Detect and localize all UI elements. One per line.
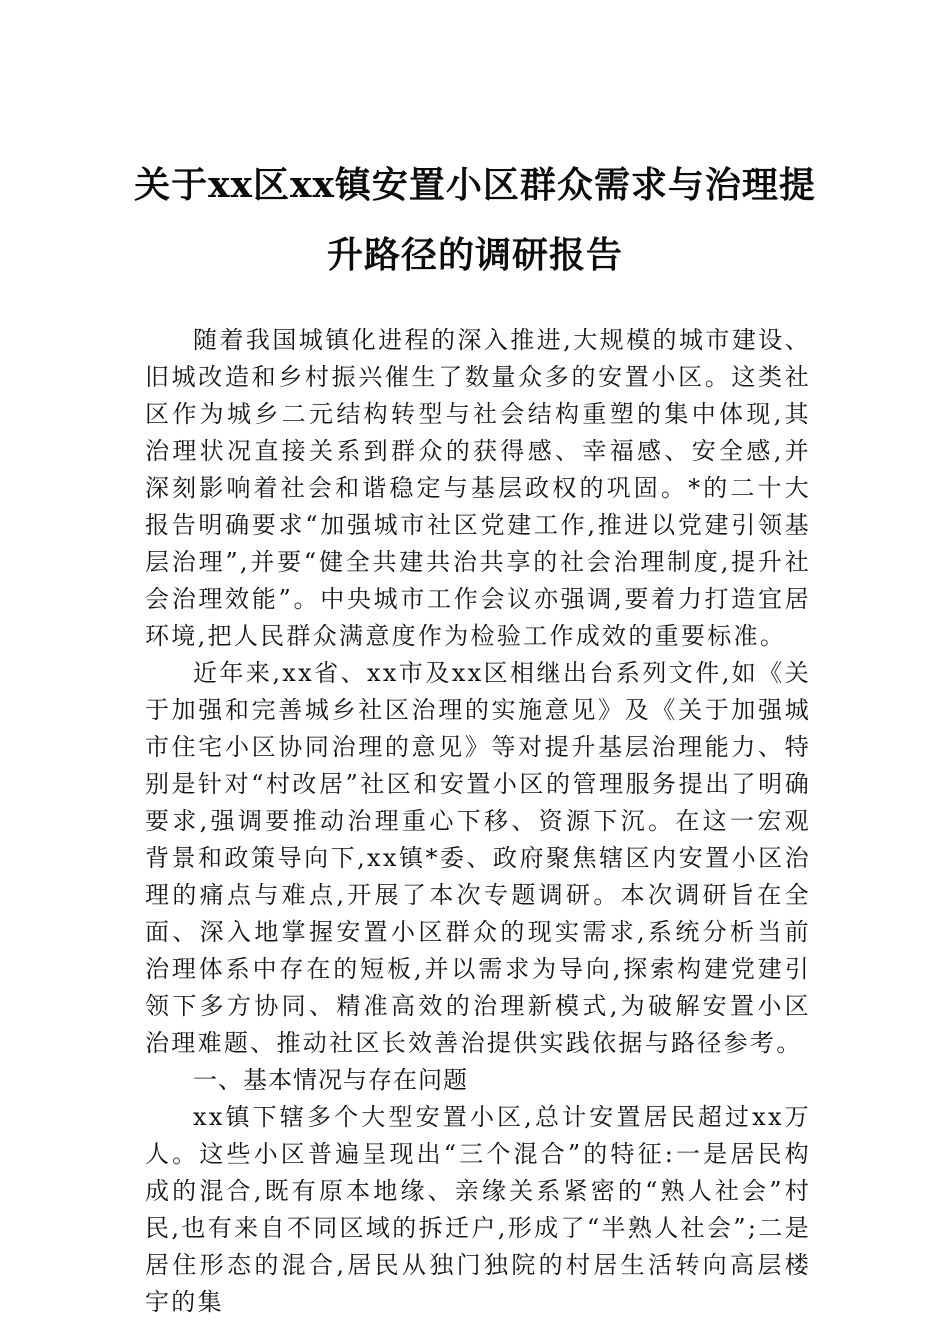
- document-body: [145, 322, 811, 1321]
- background-paragraph: 近年来,xx省、xx市及xx区相继出台系列文件,如《关于加强和完善城乡社区治理的实施意见》及《关于加强城市住宅小区协同治理的意见》等对提升基层治理能力、特别是针对“村改居”社区和安置小区的管理服务提出了明确要求,强调要推动治理重心下移、资源下沉。在这一宏观背景和政策导向下,xx镇*委、政府聚焦辖区内安置小区治理的痛点与难点,开展了本次专题调研。本次调研旨在全面、深入地掌握安置小区群众的现实需求,系统分析当前治理体系中存在的短板,并以需求为导向,探索构建党建引领下多方协同、精准高效的治理新模式,为破解安置小区治理难题、推动社区长效善治提供实践依据与路径参考。: [145, 659, 811, 1057]
- section-paragraph: xx镇下辖多个大型安置小区,总计安置居民超过xx万人。这些小区普遍呈现出“三个混合”的特征:一是居民构成的混合,既有原本地缘、亲缘关系紧密的“熟人社会”村民,也有来自不同区域的拆迁户,形成了“半熟人社会”;二是居住形态的混合,居民从独门独院的村居生活转向高层楼宇的集: [145, 1103, 811, 1316]
- intro-paragraph: 随着我国城镇化进程的深入推进,大规模的城市建设、旧城改造和乡村振兴催生了数量众多的安置小区。这类社区作为城乡二元结构转型与社会结构重塑的集中体现,其治理状况直接关系到群众的获得感、幸福感、安全感,并深刻影响着社会和谐稳定与基层政权的巩固。*的二十大报告明确要求“加强城市社区党建工作,推进以党建引领基层治理”,并要“健全共建共治共享的社会治理制度,提升社会治理效能”。中央城市工作会议亦强调,要着力打造宜居环境,把人民群众满意度作为检验工作成效的重要标准。: [145, 326, 811, 650]
- title-line-1: 关于xx区xx镇安置小区群众需求与治理提: [134, 164, 816, 206]
- document-title: [100, 150, 850, 290]
- title-line-2: 升路径的调研报告: [326, 234, 623, 276]
- section-heading: 一、基本情况与存在问题: [193, 1066, 468, 1094]
